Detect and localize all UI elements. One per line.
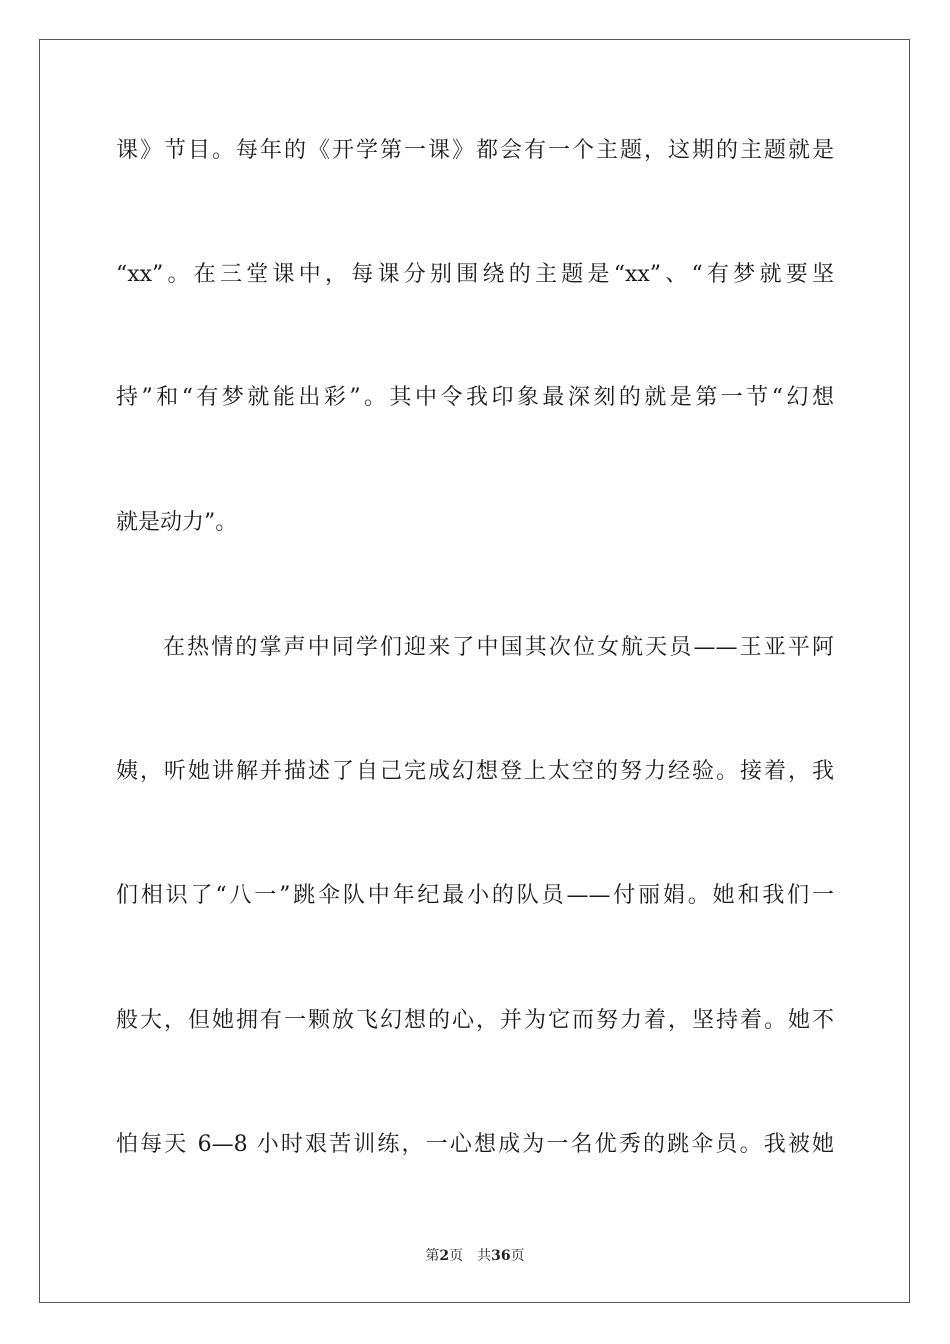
text-line: 般大，但她拥有一颗放飞幻想的心，并为它而努力着，坚持着。她不	[116, 1008, 834, 1033]
page-footer	[0, 1246, 950, 1266]
text-line: 怕每天 6—8 小时艰苦训练，一心想成为一名优秀的跳伞员。我被她	[116, 1132, 834, 1157]
text-line: 就是动力”。	[116, 510, 238, 535]
text-line: 们相识了“八一”跳伞队中年纪最小的队员——付丽娟。她和我们一	[116, 883, 834, 908]
text-line: 姨，听她讲解并描述了自己完成幻想登上太空的努力经验。接着，我	[116, 759, 834, 784]
page-prefix: 第	[425, 1248, 440, 1264]
paragraph-first-line: 在热情的掌声中同学们迎来了中国其次位女航天员——王亚平阿	[163, 635, 834, 660]
total-prefix: 共	[477, 1248, 492, 1264]
page-suffix: 页	[449, 1248, 464, 1264]
text-line: “xx”。在三堂课中，每课分别围绕的主题是“xx”、“有梦就要坚	[116, 262, 834, 287]
text-line: 课》节目。每年的《开学第一课》都会有一个主题，这期的主题就是	[116, 138, 834, 163]
total-pages: 36	[491, 1248, 511, 1264]
total-suffix: 页	[510, 1248, 525, 1264]
text-line: 持”和“有梦就能出彩”。其中令我印象最深刻的就是第一节“幻想	[116, 385, 834, 410]
page-number: 2	[439, 1248, 450, 1264]
page-border	[39, 39, 910, 1303]
